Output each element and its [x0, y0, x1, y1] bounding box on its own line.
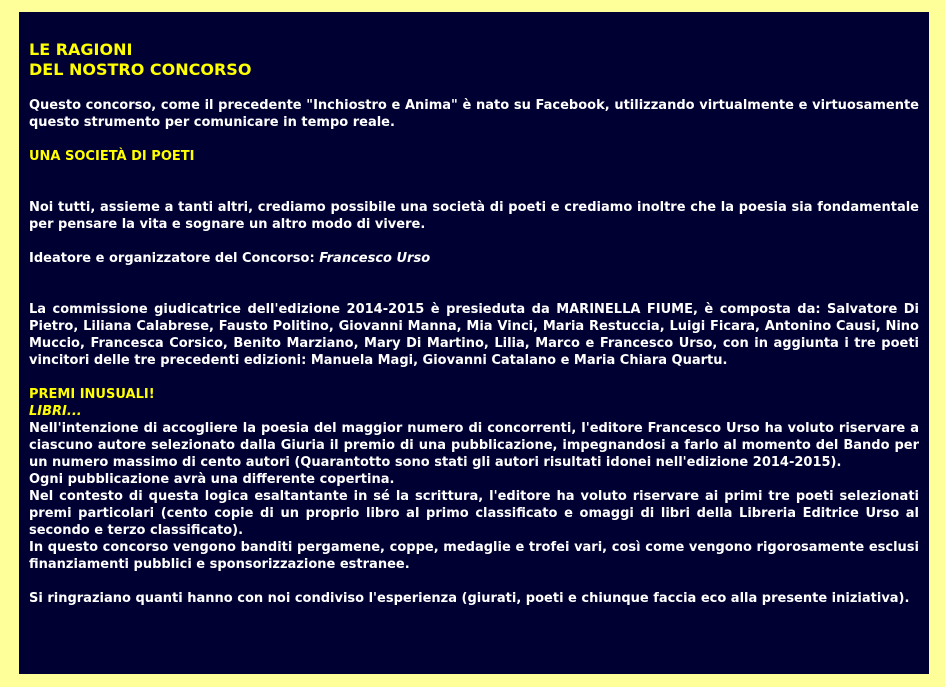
prizes-paragraph-1: Nell'intenzione di accogliere la poesia del maggior numero di concorrenti, l'editore Francesco Urso ha voluto riservare a ciascuno autore selezionato dalla Giuria il premio di una pubblicazione, impegnandosi a farlo al momento del Bando per un numero massimo di cento autori (Quarantotto sono stati gli autori risultati idonei nell'edizione 2014-2015). — [29, 421, 919, 470]
title-line-2: DEL NOSTRO CONCORSO — [29, 60, 252, 79]
prizes-paragraph-3: Nel contesto di questa logica esaltantante in sé la scrittura, l'editore ha voluto riservare ai primi tre poeti selezionati premi particolari (cento copie di un proprio libro al primo classificato e omaggi di libri della Libreria Editrice Urso al secondo e terzo classificato). — [29, 489, 919, 538]
founder-label: Ideatore e organizzatore del Concorso: — [29, 251, 320, 266]
prizes-paragraph-2: Ogni pubblicazione avrà una differente copertina. — [29, 472, 395, 487]
thanks-paragraph: Si ringraziano quanti hanno con noi condiviso l'esperienza (giurati, poeti e chiunque faccia eco alla presente iniziativa). — [29, 591, 910, 606]
prizes-paragraph-4: In questo concorso vengono banditi pergamene, coppe, medaglie e trofei vari, così come vengono rigorosamente esclusi finanziamenti pubblici e sponsorizzazione estranee. — [29, 540, 919, 572]
society-heading: UNA SOCIETÀ DI POETI — [29, 149, 195, 164]
page-title — [29, 40, 919, 80]
commission-paragraph: La commissione giudicatrice dell'edizione 2014-2015 è presieduta da MARINELLA FIUME, è composta da: Salvatore Di Pietro, Liliana Calabrese, Fausto Politino, Giovanni Manna, Mia Vinci, Maria Restuccia, Luigi Ficara, Antonino Causi, Nino Muccio, Francesca Corsico, Benito Marziano, Mary Di Martino, Lilia, Marco e Francesco Urso, con in aggiunta i tre poeti vincitori delle tre precedenti edizioni: Manuela Magi, Giovanni Catalano e Maria Chiara Quartu. — [29, 302, 919, 368]
prizes-subheading: LIBRI... — [29, 404, 82, 419]
content-panel — [19, 12, 929, 674]
intro-paragraph: Questo concorso, come il precedente "Inchiostro e Anima" è nato su Facebook, utilizzando virtualmente e virtuosamente questo strumento per comunicare in tempo reale. — [29, 98, 919, 130]
title-line-1: LE RAGIONI — [29, 40, 133, 59]
founder-line — [29, 250, 919, 267]
prizes-heading: PREMI INUSUALI! — [29, 387, 155, 402]
society-paragraph: Noi tutti, assieme a tanti altri, crediamo possibile una società di poeti e crediamo inoltre che la poesia sia fondamentale per pensare la vita e sognare un altro modo di vivere. — [29, 200, 919, 232]
founder-name: Francesco Urso — [319, 251, 431, 266]
